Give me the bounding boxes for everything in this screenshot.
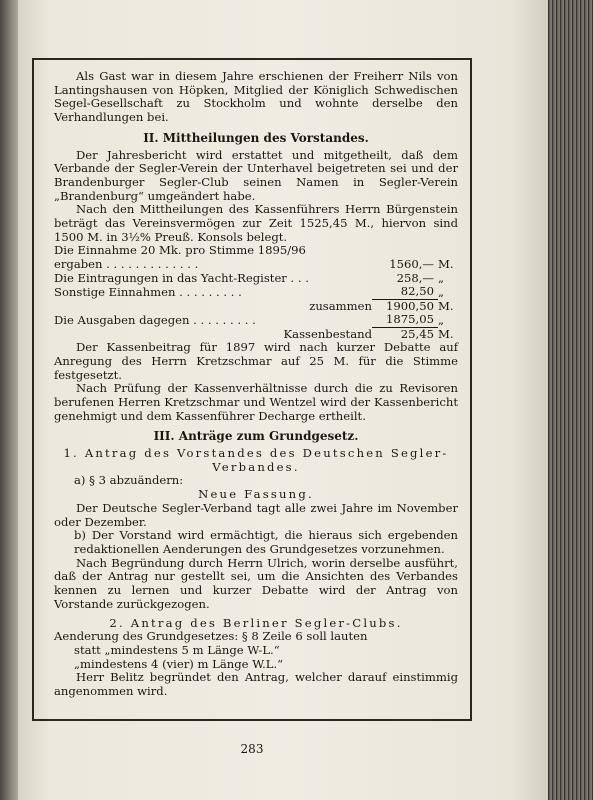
motion-1-item-a: a) § 3 abzuändern: xyxy=(74,473,184,488)
ledger-currency: M. xyxy=(438,298,454,313)
motion-2-line-1: Aenderung des Grundgesetzes: § 8 Zeile 6 soll lauten xyxy=(54,629,368,644)
ledger-label: Sonstige Einnahmen . . . . . . . . . xyxy=(54,284,242,299)
ledger-label: ergaben . . . . . . . . . . . . . xyxy=(54,257,199,272)
ledger-currency: „ xyxy=(438,312,445,327)
ledger-row xyxy=(54,258,458,272)
motion-2-line-3: „mindestens 4 (vier) m Länge W.L.“ xyxy=(74,656,284,671)
book-spine-left xyxy=(0,0,20,800)
section-heading-3: III. Anträge zum Grundgesetz. xyxy=(153,429,359,444)
ledger-sum-label: zusammen xyxy=(309,298,372,313)
ledger-intro: Die Einnahme 20 Mk. pro Stimme 1895/96 xyxy=(54,243,306,258)
ledger-table xyxy=(54,258,458,341)
ledger-balance-amount: 25,45 xyxy=(372,327,438,341)
ledger-label: Die Ausgaben dagegen . . . . . . . . . xyxy=(54,312,256,327)
paragraph-treasurer: Nach den Mittheilungen des Kassenführers Herrn Bürgenstein beträgt das Vereinsvermögen zur Zeit 1525,45 M., hiervon sind 1500 M. in 3½% Preuß. Konsols belegt. xyxy=(54,202,458,244)
ledger-row xyxy=(54,285,458,299)
ledger-currency: M. xyxy=(438,257,454,272)
motion-1-title: 1. Antrag des Vorstandes des Deutschen Segler-Verbandes. xyxy=(63,446,449,474)
ledger-row-sum xyxy=(54,299,458,313)
paragraph-contribution: Der Kassenbeitrag für 1897 wird nach kurzer Debatte auf Anregung des Herrn Kretzschmar auf 25 M. für die Stimme festgesetzt. xyxy=(54,340,458,382)
page-text xyxy=(54,70,458,699)
ledger-currency: M. xyxy=(438,326,454,341)
motion-1-new-version: Neue Fassung. xyxy=(198,487,314,502)
ledger-currency: „ xyxy=(438,284,445,299)
ledger-row xyxy=(54,272,458,286)
paragraph-audit: Nach Prüfung der Kassenverhältnisse durch die zu Revisoren berufenen Herren Kretzschmar und Wentzel wird der Kassenbericht genehmigt und dem Kassenführer Decharge ertheilt. xyxy=(54,381,458,423)
ledger-currency: „ xyxy=(438,270,445,285)
ledger-balance-label: Kassenbestand xyxy=(283,326,372,341)
ledger-sum-amount: 1900,50 xyxy=(372,299,438,313)
ledger-row xyxy=(54,313,458,327)
section-heading-2: II. Mittheilungen des Vorstandes. xyxy=(143,130,369,145)
ledger-amount: 1875,05 xyxy=(386,312,434,327)
motion-1-item-b: b) Der Vorstand wird ermächtigt, die hieraus sich ergebenden redaktionellen Aenderungen des Grundgesetzes vorzunehmen. xyxy=(74,528,458,556)
ledger-amount: 258,— xyxy=(396,270,434,285)
motion-2-title: 2. Antrag des Berliner Segler-Clubs. xyxy=(109,615,403,630)
motion-1-reason: Nach Begründung durch Herrn Ulrich, worin derselbe ausführt, daß der Antrag nur gestellt sei, um die Ansichten des Verbandes kennen zu lernen und kurzer Debatte wird der Antrag von Vorstande zurückgezogen. xyxy=(54,555,458,611)
paragraph-report: Der Jahresbericht wird erstattet und mitgetheilt, daß dem Verbande der Segler-Verein der Unterhavel beigetreten sei und der Brandenburger Segler-Club seinen Namen in Segler-Verein „Brandenburg“ umgeändert habe. xyxy=(54,147,458,203)
motion-2-line-2: statt „mindestens 5 m Länge W-L.“ xyxy=(74,642,280,657)
paragraph-guest: Als Gast war in diesem Jahre erschienen der Freiherr Nils von Lantingshausen von Höpken, Mitglied der Königlich Schwedischen Segel-Gesellschaft zu Stockholm und wohnte derselbe den Verhandlungen bei. xyxy=(54,69,458,125)
motion-1-text: Der Deutsche Segler-Verband tagt alle zwei Jahre im November oder Dezember. xyxy=(54,500,458,529)
book-page-edges xyxy=(548,0,593,800)
ledger-amount: 82,50 xyxy=(400,284,434,299)
motion-2-reason: Herr Belitz begründet den Antrag, welcher darauf einstimmig angenommen wird. xyxy=(54,670,458,699)
ledger-label: Die Eintragungen in das Yacht-Register . . . xyxy=(54,270,309,285)
ledger-amount: 1560,— xyxy=(389,257,434,272)
ledger-row-balance xyxy=(54,327,458,341)
page-number: 283 xyxy=(240,742,264,756)
